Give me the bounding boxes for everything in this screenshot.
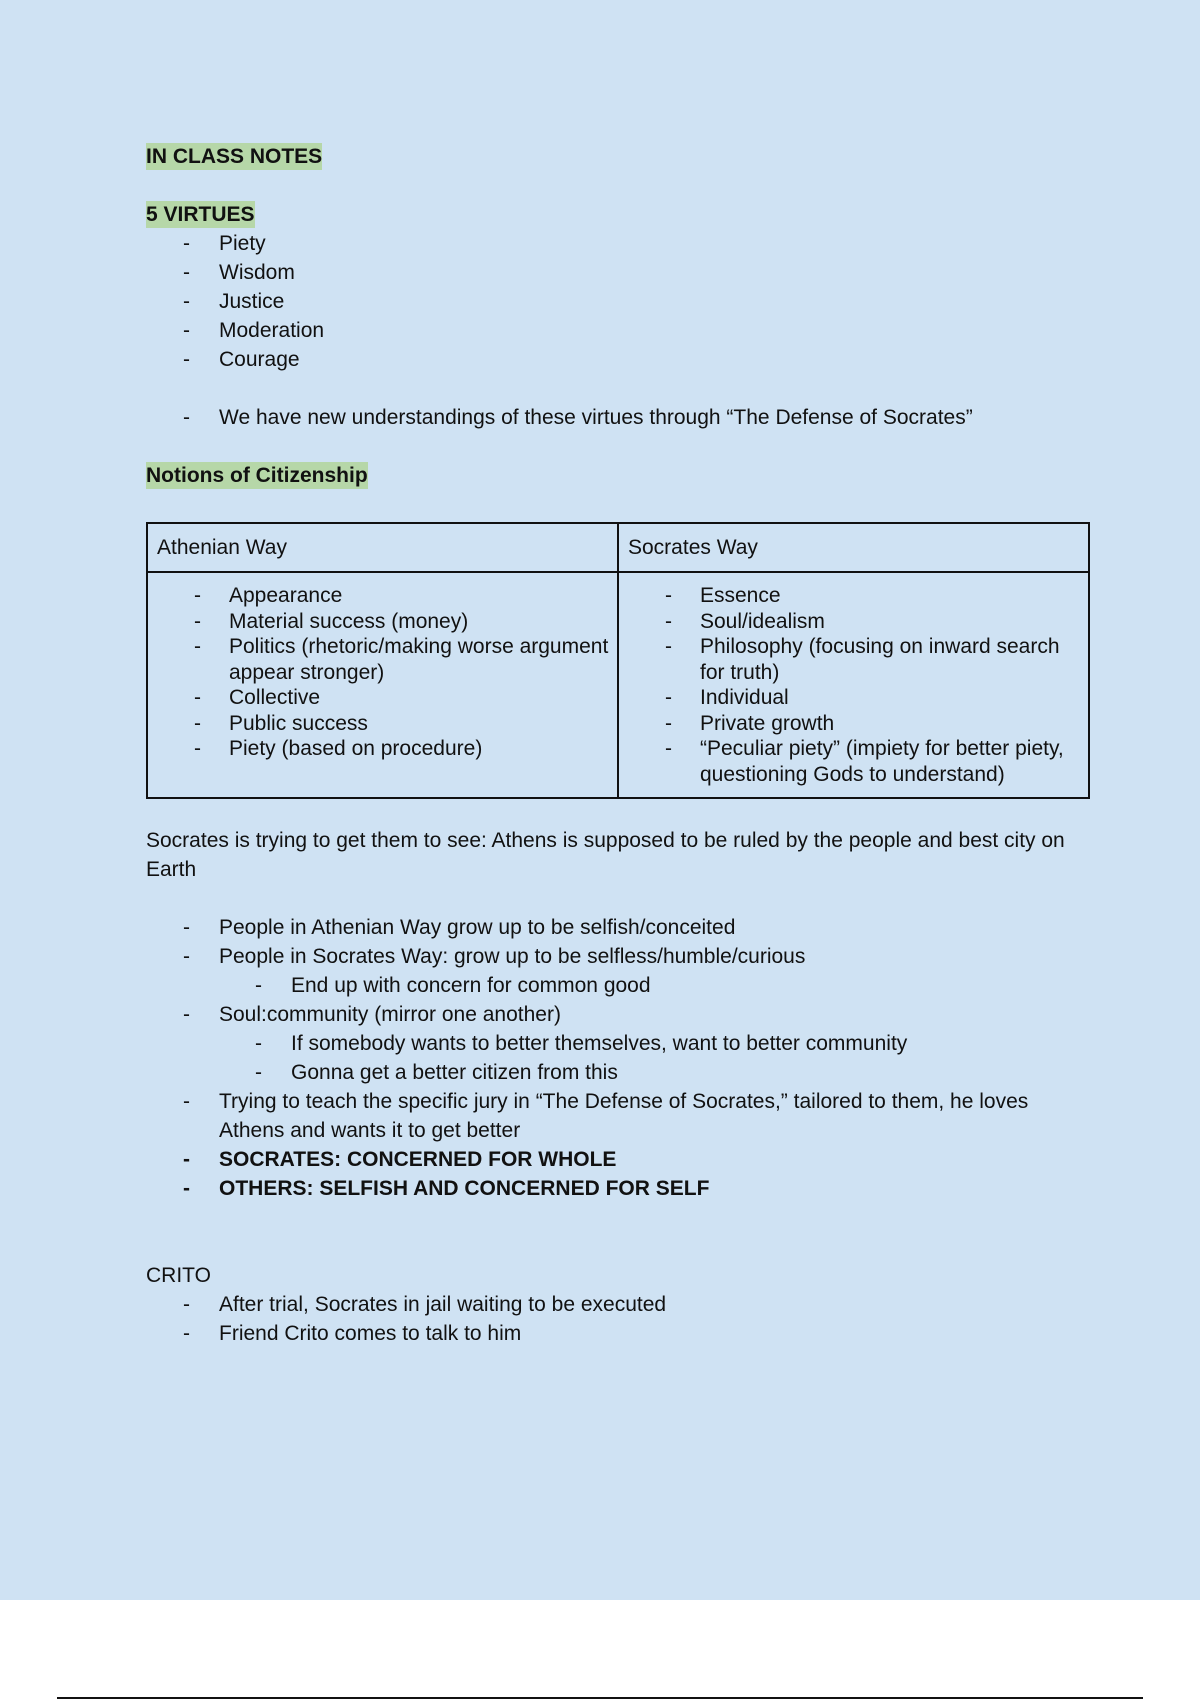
list-item: - People in Socrates Way: grow up to be selfless/humble/curious - End up with concern for common good (183, 942, 1091, 1000)
list-item: - We have new understandings of these virtues through “The Defense of Socrates” (183, 406, 973, 429)
list-item: - People in Athenian Way grow up to be selfish/conceited (183, 916, 736, 939)
list-item: - If somebody wants to better themselves, want to better community (255, 1032, 908, 1055)
socrates-way-list (627, 583, 1080, 787)
list-item: - Material success (money) (194, 609, 469, 633)
list-item: - Gonna get a better citizen from this (255, 1061, 618, 1084)
list-item: - Moderation (183, 319, 325, 342)
citizenship-heading-text: Notions of Citizenship (146, 464, 368, 487)
list-item: - End up with concern for common good (255, 974, 651, 997)
list-item: - After trial, Socrates in jail waiting to be executed (183, 1293, 667, 1316)
list-item: - Collective (194, 686, 321, 709)
list-item: - Wisdom (183, 261, 295, 284)
socrates-way-cell (618, 572, 1089, 798)
list-item: - Politics (rhetoric/making worse argument appear stronger) (194, 635, 609, 684)
citizenship-heading (146, 461, 1091, 490)
crito-heading: CRITO (146, 1264, 211, 1287)
citizenship-table (146, 522, 1090, 799)
document-content (146, 142, 1091, 1348)
summary-list (146, 913, 1091, 1203)
list-item: - Trying to teach the specific jury in “The Defense of Socrates,” tailored to them, he loves Athens and wants it to get better (183, 1090, 1029, 1142)
notes-title-text: IN CLASS NOTES (146, 145, 323, 168)
list-item: - Public success (194, 711, 368, 735)
table-body-row (147, 572, 1089, 798)
summary-sublist (219, 971, 1091, 1000)
socrates-way-header: Socrates Way (618, 523, 1089, 572)
list-item: - Appearance (194, 584, 343, 607)
virtues-note-list (146, 403, 1091, 432)
athenian-way-header: Athenian Way (147, 523, 618, 572)
list-item: - Soul/idealism (665, 609, 825, 633)
list-item: - Piety (183, 232, 266, 255)
list-item: - Private growth (665, 711, 835, 735)
list-item: - Justice (183, 290, 285, 313)
list-item: - Individual (665, 686, 789, 709)
summary-intro: Socrates is trying to get them to see: Athens is supposed to be ruled by the people and best city on Earth (146, 829, 1065, 881)
list-item: - SOCRATES: CONCERNED FOR WHOLE (183, 1148, 617, 1171)
list-item: - OTHERS: SELFISH AND CONCERNED FOR SELF (183, 1177, 710, 1200)
footer-divider (57, 1697, 1143, 1699)
virtues-list (146, 229, 1091, 374)
table-header-row (147, 523, 1089, 572)
list-item: - Essence (665, 584, 781, 607)
list-item: - Soul:community (mirror one another) - If somebody wants to better themselves, want to better community - Gonna get a better citizen from this (183, 1000, 1091, 1087)
list-item: - Philosophy (focusing on inward search for truth) (665, 635, 1060, 684)
list-item: - Friend Crito comes to talk to him (183, 1322, 522, 1345)
athenian-way-list (156, 583, 609, 762)
virtues-note: We have new understandings of these virtues through “The Defense of Socrates” (219, 406, 973, 429)
list-item: - “Peculiar piety” (impiety for better piety, questioning Gods to understand) (665, 737, 1064, 786)
virtues-heading (146, 200, 1091, 229)
virtues-heading-text: 5 VIRTUES (146, 203, 255, 226)
summary-sublist (219, 1029, 1091, 1087)
notes-title (146, 142, 1091, 171)
athenian-way-cell (147, 572, 618, 798)
crito-list (146, 1290, 1091, 1348)
list-item: - Piety (based on procedure) (194, 737, 483, 760)
list-item: - Courage (183, 348, 300, 371)
